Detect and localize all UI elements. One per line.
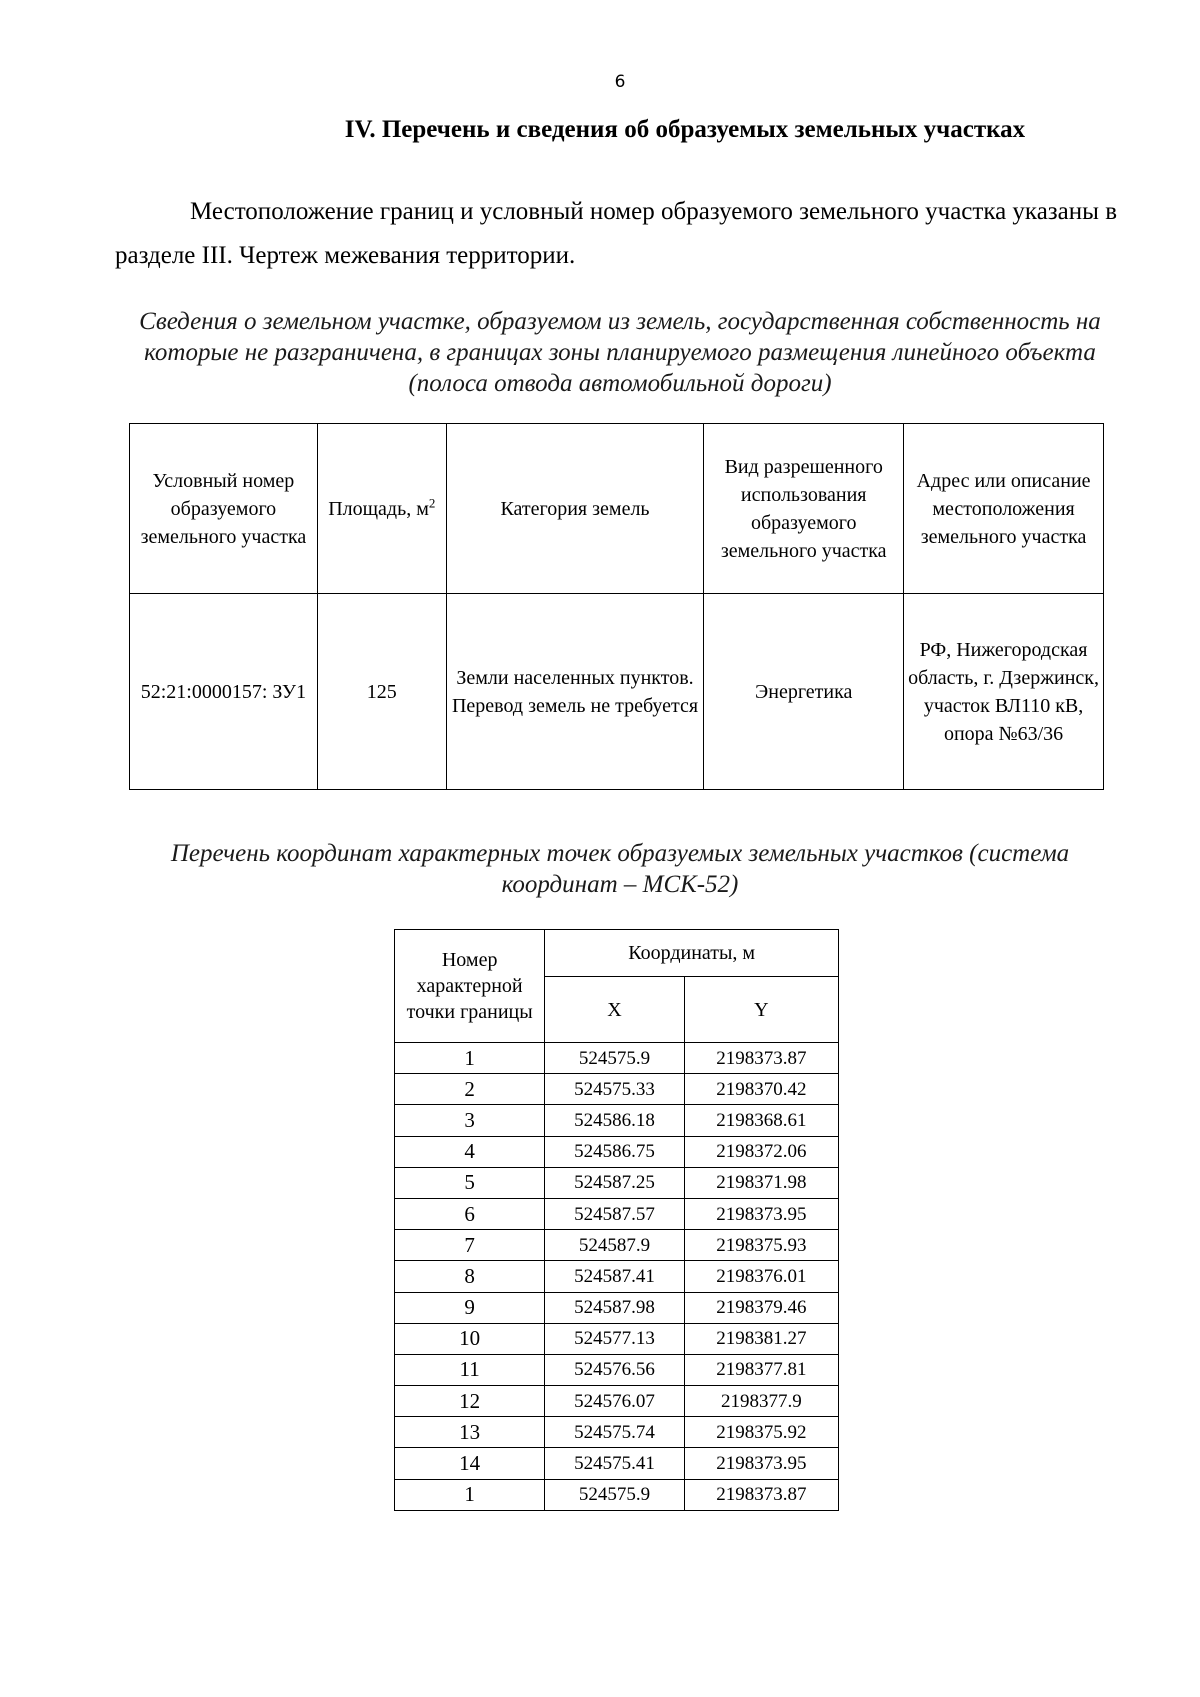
table-row: [395, 1230, 839, 1261]
header-permitted-use: Вид разрешенного использования образуемого земельного участка: [704, 424, 904, 594]
x-coordinate-cell: 524575.74: [545, 1417, 684, 1448]
section-title: IV. Перечень и сведения об образуемых земельных участках: [344, 116, 1026, 143]
y-coordinate-cell: 2198373.95: [684, 1198, 838, 1229]
x-coordinate-cell: 524577.13: [545, 1323, 684, 1354]
y-coordinate-cell: 2198376.01: [684, 1261, 838, 1292]
y-coordinate-cell: 2198379.46: [684, 1292, 838, 1323]
x-coordinate-cell: 524587.9: [545, 1230, 684, 1261]
page-number: 6: [614, 72, 626, 92]
table-row: [395, 1074, 839, 1105]
x-coordinate-cell: 524576.07: [545, 1386, 684, 1417]
parcel-table-caption: Сведения о земельном участке, образуемом из земель, государственная собственность на которые не разграничена, в границах зоны планируемого размещения линейного объекта (полоса отвода автомобильной дороги): [139, 308, 1101, 397]
cell-parcel-number: 52:21:0000157: ЗУ1: [130, 594, 318, 790]
x-coordinate-cell: 524587.98: [545, 1292, 684, 1323]
coordinates-body: [395, 1043, 839, 1511]
table-row: [395, 1043, 839, 1074]
table-row: [395, 1105, 839, 1136]
parcel-table: [129, 423, 1104, 790]
point-number-cell: 1: [395, 1479, 545, 1510]
y-coordinate-cell: 2198381.27: [684, 1323, 838, 1354]
point-number-cell: 11: [395, 1354, 545, 1385]
table-row: [395, 1448, 839, 1479]
point-number-cell: 12: [395, 1386, 545, 1417]
table-row: [395, 1261, 839, 1292]
header-area-label: Площадь, м: [328, 497, 429, 520]
x-coordinate-cell: 524575.9: [545, 1043, 684, 1074]
table-row: [395, 1386, 839, 1417]
cell-land-category: Земли населенных пунктов. Перевод земель не требуется: [446, 594, 704, 790]
parcel-table-header-row: [130, 424, 1104, 594]
x-coordinate-cell: 524576.56: [545, 1354, 684, 1385]
header-y: Y: [684, 977, 838, 1043]
table-row: [395, 1354, 839, 1385]
x-coordinate-cell: 524575.33: [545, 1074, 684, 1105]
header-area: [317, 424, 446, 594]
point-number-cell: 10: [395, 1323, 545, 1354]
y-coordinate-cell: 2198373.95: [684, 1448, 838, 1479]
header-coordinates: Координаты, м: [545, 930, 839, 977]
intro-paragraph: Местоположение границ и условный номер образуемого земельного участка указаны в разделе III. Чертеж межевания территории.: [115, 198, 1118, 269]
x-coordinate-cell: 524587.25: [545, 1167, 684, 1198]
cell-permitted-use: Энергетика: [704, 594, 904, 790]
y-coordinate-cell: 2198375.92: [684, 1417, 838, 1448]
x-coordinate-cell: 524587.57: [545, 1198, 684, 1229]
point-number-cell: 7: [395, 1230, 545, 1261]
cell-address: РФ, Нижегородская область, г. Дзержинск, участок ВЛ110 кВ, опора №63/36: [904, 594, 1104, 790]
header-address: Адрес или описание местоположения земельного участка: [904, 424, 1104, 594]
point-number-cell: 13: [395, 1417, 545, 1448]
y-coordinate-cell: 2198371.98: [684, 1167, 838, 1198]
point-number-cell: 1: [395, 1043, 545, 1074]
point-number-cell: 9: [395, 1292, 545, 1323]
y-coordinate-cell: 2198373.87: [684, 1479, 838, 1510]
table-row: [395, 1198, 839, 1229]
table-row: [395, 1136, 839, 1167]
x-coordinate-cell: 524575.41: [545, 1448, 684, 1479]
y-coordinate-cell: 2198368.61: [684, 1105, 838, 1136]
x-coordinate-cell: 524575.9: [545, 1479, 684, 1510]
point-number-cell: 5: [395, 1167, 545, 1198]
header-x: X: [545, 977, 684, 1043]
point-number-cell: 4: [395, 1136, 545, 1167]
cell-area: 125: [317, 594, 446, 790]
header-parcel-number: Условный номер образуемого земельного участка: [130, 424, 318, 594]
table-row: [395, 1479, 839, 1510]
x-coordinate-cell: 524586.18: [545, 1105, 684, 1136]
point-number-cell: 8: [395, 1261, 545, 1292]
coord-header-row: [395, 930, 839, 977]
header-point-number: Номер характерной точки границы: [395, 930, 545, 1043]
point-number-cell: 14: [395, 1448, 545, 1479]
y-coordinate-cell: 2198377.9: [684, 1386, 838, 1417]
point-number-cell: 2: [395, 1074, 545, 1105]
coord-table-caption: Перечень координат характерных точек образуемых земельных участков (система координат – МСК-52): [170, 840, 1070, 898]
header-land-category: Категория земель: [446, 424, 704, 594]
coordinates-table: [394, 929, 839, 1511]
header-area-superscript: 2: [428, 494, 436, 510]
parcel-table-row: [130, 594, 1104, 790]
x-coordinate-cell: 524587.41: [545, 1261, 684, 1292]
y-coordinate-cell: 2198370.42: [684, 1074, 838, 1105]
y-coordinate-cell: 2198373.87: [684, 1043, 838, 1074]
table-row: [395, 1167, 839, 1198]
point-number-cell: 6: [395, 1198, 545, 1229]
y-coordinate-cell: 2198375.93: [684, 1230, 838, 1261]
table-row: [395, 1323, 839, 1354]
table-row: [395, 1417, 839, 1448]
point-number-cell: 3: [395, 1105, 545, 1136]
table-row: [395, 1292, 839, 1323]
y-coordinate-cell: 2198377.81: [684, 1354, 838, 1385]
y-coordinate-cell: 2198372.06: [684, 1136, 838, 1167]
x-coordinate-cell: 524586.75: [545, 1136, 684, 1167]
